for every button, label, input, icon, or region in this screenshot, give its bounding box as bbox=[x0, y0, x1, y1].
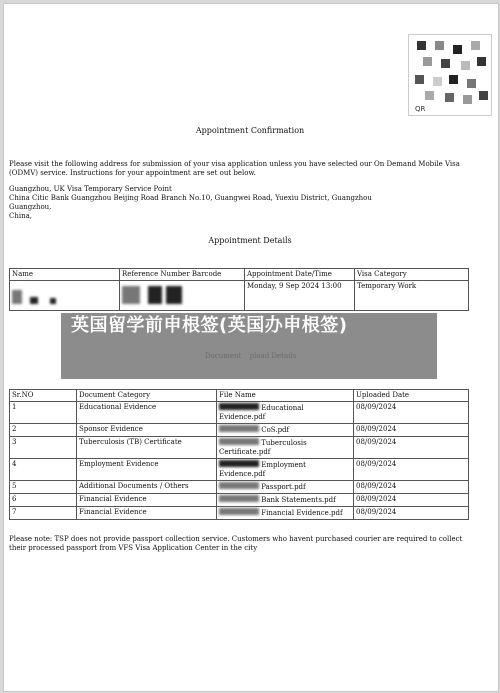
row-number: 1 bbox=[10, 402, 77, 424]
row-number: 4 bbox=[10, 459, 77, 481]
table-row bbox=[10, 459, 469, 481]
row-date: 08/09/2024 bbox=[354, 481, 469, 494]
col-header-uploaded-date: Uploaded Date bbox=[354, 390, 469, 402]
row-number: 2 bbox=[10, 424, 77, 437]
col-header-file-name: File Name bbox=[217, 390, 354, 402]
table-row bbox=[10, 437, 469, 459]
col-header-reference: Reference Number Barcode bbox=[120, 269, 245, 281]
row-file-name: Tuberculosis Certificate.pdf bbox=[217, 437, 354, 459]
col-header-visa-category: Visa Category bbox=[355, 269, 469, 281]
row-category: Additional Documents / Others bbox=[77, 481, 217, 494]
row-number: 7 bbox=[10, 507, 77, 520]
row-date: 08/09/2024 bbox=[354, 437, 469, 459]
row-file-name: Bank Statements.pdf bbox=[217, 494, 354, 507]
barcode-cell bbox=[120, 281, 245, 311]
row-category: Educational Evidence bbox=[77, 402, 217, 424]
col-header-datetime: Appointment Date/Time bbox=[245, 269, 355, 281]
col-header-name: Name bbox=[10, 269, 120, 281]
table-row bbox=[10, 507, 469, 520]
col-header-category: Document Category bbox=[77, 390, 217, 402]
row-number: 3 bbox=[10, 437, 77, 459]
footer-note: Please note: TSP does not provide passport collection service. Customers who havent purchased courier are required to collect their processed passport from VFS Visa Application Center in the city bbox=[9, 535, 463, 552]
row-number: 5 bbox=[10, 481, 77, 494]
table-row bbox=[10, 481, 469, 494]
row-file-name: Employment Evidence.pdf bbox=[217, 459, 354, 481]
row-file-name: CoS.pdf bbox=[217, 424, 354, 437]
row-file-name: Educational Evidence.pdf bbox=[217, 402, 354, 424]
row-file-name: Passport.pdf bbox=[217, 481, 354, 494]
address-line: China, bbox=[9, 212, 33, 220]
address-line: China Citic Bank Guangzhou Beijing Road Branch No.10, Guangwei Road, Yuexiu District, Guangzhou bbox=[9, 194, 372, 202]
details-title: Appointment Details bbox=[208, 236, 292, 245]
row-date: 08/09/2024 bbox=[354, 459, 469, 481]
row-date: 08/09/2024 bbox=[354, 494, 469, 507]
row-number: 6 bbox=[10, 494, 77, 507]
table-row bbox=[10, 402, 469, 424]
col-header-srno: Sr.NO bbox=[10, 390, 77, 402]
row-category: Tuberculosis (TB) Certificate bbox=[77, 437, 217, 459]
table-row bbox=[10, 494, 469, 507]
visa-category: Temporary Work bbox=[355, 281, 469, 311]
address-line: Guangzhou, UK Visa Temporary Service Point bbox=[9, 185, 172, 193]
qr-code bbox=[408, 34, 492, 116]
row-category: Financial Evidence bbox=[77, 494, 217, 507]
address-block bbox=[9, 185, 479, 221]
watermark-text: 英国留学前申根签(英国办申根签) bbox=[71, 315, 348, 336]
row-category: Employment Evidence bbox=[77, 459, 217, 481]
row-file-name: Financial Evidence.pdf bbox=[217, 507, 354, 520]
row-date: 08/09/2024 bbox=[354, 507, 469, 520]
documents-table bbox=[9, 389, 469, 520]
intro-text: Please visit the following address for submission of your visa application unless you have selected our On Demand Mobile Visa (ODMV) service. Instructions for your appointment are set out below. bbox=[9, 160, 460, 177]
appointment-datetime: Monday, 9 Sep 2024 13:00 bbox=[245, 281, 355, 311]
row-date: 08/09/2024 bbox=[354, 424, 469, 437]
row-date: 08/09/2024 bbox=[354, 402, 469, 424]
address-line: Guangzhou, bbox=[9, 203, 52, 211]
name-cell bbox=[10, 281, 120, 311]
page-title: Appointment Confirmation bbox=[195, 126, 305, 135]
appointment-details-table bbox=[9, 268, 469, 311]
table-row bbox=[10, 424, 469, 437]
row-category: Financial Evidence bbox=[77, 507, 217, 520]
qr-label: QR bbox=[415, 105, 426, 113]
row-category: Sponsor Evidence bbox=[77, 424, 217, 437]
